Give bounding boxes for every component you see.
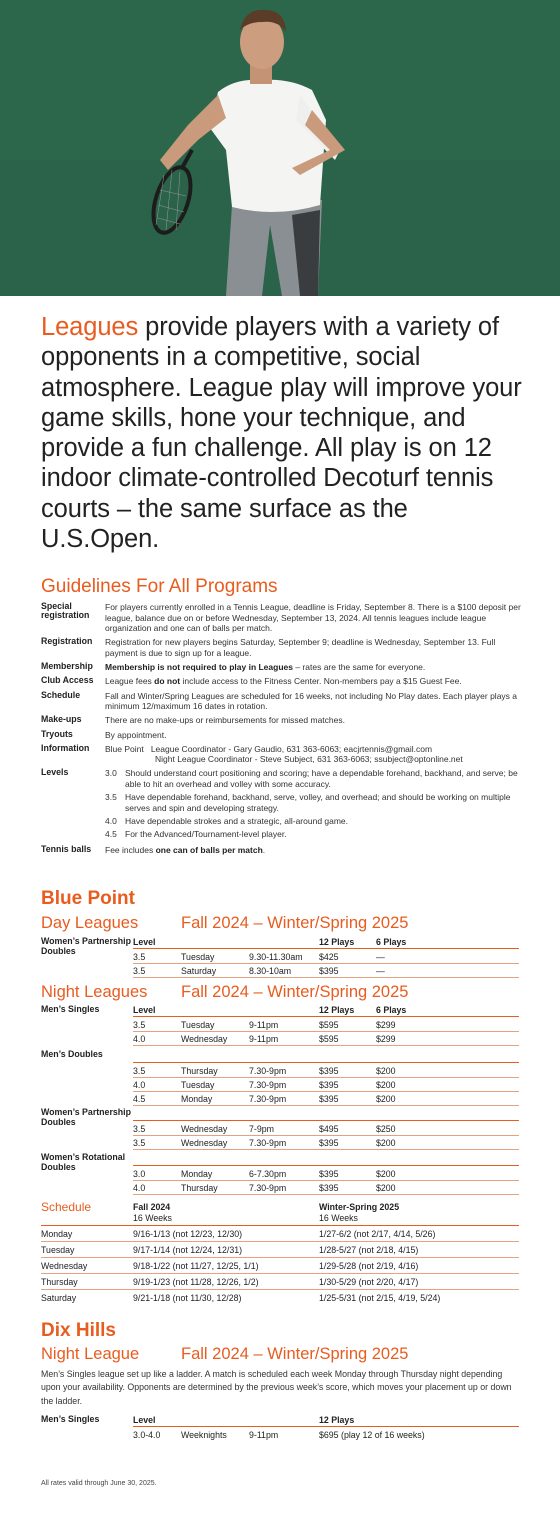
guideline-text xyxy=(105,676,521,687)
cell-12-plays: $395 xyxy=(319,1183,339,1193)
tennis-player-illustration xyxy=(0,0,560,296)
header-rule xyxy=(133,1016,519,1017)
guideline-bold: Membership is not required to play in Leagues xyxy=(105,662,293,673)
cell-level: 3.0-4.0 xyxy=(133,1430,161,1440)
col-level: Level xyxy=(133,1005,156,1015)
guidelines-list xyxy=(41,602,521,859)
guideline-text xyxy=(105,662,521,673)
cell-level: 4.0 xyxy=(133,1034,146,1044)
dix-table xyxy=(41,1415,519,1445)
cell-day: Tuesday xyxy=(41,1245,75,1255)
guideline-label: Registration xyxy=(41,636,93,647)
cell-level: 3.5 xyxy=(133,1124,146,1134)
schedule-row xyxy=(41,1242,519,1258)
intro-paragraph xyxy=(41,312,523,554)
guideline-label: Information xyxy=(41,742,90,753)
group-label: Men’s Doubles xyxy=(41,1049,103,1059)
level-number: 4.5 xyxy=(105,828,117,839)
cell-6-plays: $200 xyxy=(376,1169,396,1179)
cell-12-plays: $425 xyxy=(319,952,339,962)
cell-6-plays: $250 xyxy=(376,1124,396,1134)
level-number: 3.5 xyxy=(105,792,117,803)
cell-level: 4.0 xyxy=(133,1183,146,1193)
table-row xyxy=(133,1018,519,1032)
guideline-pre: Fee includes xyxy=(105,845,156,856)
guideline-text xyxy=(105,744,521,765)
level-item xyxy=(105,829,521,840)
guideline-text: By appointment. xyxy=(105,729,167,740)
guideline-label: Tennis balls xyxy=(41,844,92,855)
cell-12-plays: $595 xyxy=(319,1034,339,1044)
cell-6-plays: — xyxy=(376,952,385,962)
winter-spring-weeks: 16 Weeks xyxy=(319,1213,358,1223)
guideline-makeups xyxy=(41,715,521,726)
info-line-2: Night League Coordinator - Steve Subject, 631 363-6063; ssubject@optonline.net xyxy=(155,754,463,765)
table-row xyxy=(133,1064,519,1078)
guideline-text: Fall and Winter/Spring Leagues are scheduled for 16 weeks, not including No Play dates. Each player plays a minimum 12/maximum 16 dates in rotation. xyxy=(105,690,518,712)
cell-12-plays: $695 (play 12 of 16 weeks) xyxy=(319,1430,425,1440)
level-text: Have dependable forehand, backhand, serve, volley, and overhead; and should be working on multiple serves and spin and developing strategy. xyxy=(125,792,511,813)
cell-day: Thursday xyxy=(181,1066,218,1076)
group-label: Women’s Partnership Doubles xyxy=(41,936,131,956)
schedule-row xyxy=(41,1258,519,1274)
cell-12-plays: $395 xyxy=(319,1169,339,1179)
level-text: Should understand court positioning and scoring; have a dependable forehand, backhand, and serve; be able to hit an overhead and volley with some accuracy. xyxy=(125,768,518,790)
cell-level: 3.0 xyxy=(133,1169,146,1179)
cell-6-plays: $200 xyxy=(376,1094,396,1104)
cell-12-plays: $395 xyxy=(319,1080,339,1090)
cell-fall: 9/16-1/13 (not 12/23, 12/30) xyxy=(133,1229,243,1239)
night-leagues-table xyxy=(41,1005,519,1195)
cell-fall: 9/18-1/22 (not 11/27, 12/25, 1/1) xyxy=(133,1261,259,1271)
cell-day: Monday xyxy=(181,1094,213,1104)
cell-winter-spring: 1/30-5/29 (not 2/20, 4/17) xyxy=(319,1277,419,1287)
cell-time: 8.30-10am xyxy=(249,966,292,976)
guideline-label: Schedule xyxy=(41,689,81,700)
cell-time: 7.30-9pm xyxy=(249,1094,287,1104)
table-header xyxy=(41,1005,519,1016)
fall-weeks: 16 Weeks xyxy=(133,1213,172,1223)
col-6-plays: 6 Plays xyxy=(376,1005,407,1015)
level-item xyxy=(105,792,521,813)
cell-12-plays: $395 xyxy=(319,1066,339,1076)
cell-fall: 9/19-1/23 (not 11/28, 12/26, 1/2) xyxy=(133,1277,259,1287)
group-label: Women’s Rotational Doubles xyxy=(41,1152,126,1172)
guideline-registration xyxy=(41,637,521,658)
guidelines-title: Guidelines For All Programs xyxy=(41,576,278,597)
cell-day: Thursday xyxy=(41,1277,78,1287)
guideline-text: Registration for new players begins Saturday, September 9; deadline is Wednesday, September 13. Full payment is due to sign up for a league. xyxy=(105,637,496,658)
cell-6-plays: $200 xyxy=(376,1080,396,1090)
col-12-plays: 12 Plays xyxy=(319,937,355,947)
intro-accent: Leagues xyxy=(41,313,139,341)
header-rule xyxy=(133,1426,519,1427)
cell-day: Weeknights xyxy=(181,1430,227,1440)
schedule-row xyxy=(41,1226,519,1242)
cell-day: Thursday xyxy=(181,1183,218,1193)
cell-time: 7.30-9pm xyxy=(249,1183,287,1193)
group-rule xyxy=(133,1120,519,1121)
cell-12-plays: $395 xyxy=(319,1138,339,1148)
cell-6-plays: $200 xyxy=(376,1138,396,1148)
col-level: Level xyxy=(133,937,156,947)
info-line-1: Blue Point League Coordinator - Gary Gaudio, 631 363-6063; eacjrtennis@gmail.com xyxy=(105,743,433,754)
schedule-row xyxy=(41,1274,519,1290)
cell-time: 9-11pm xyxy=(249,1020,279,1030)
dix-season-title: Fall 2024 – Winter/Spring 2025 xyxy=(181,1345,409,1363)
cell-level: 4.5 xyxy=(133,1094,146,1104)
level-number: 3.0 xyxy=(105,768,117,779)
cell-level: 3.5 xyxy=(133,1020,146,1030)
guideline-text: There are no make-ups or reimbursements for missed matches. xyxy=(105,715,345,726)
schedule-row xyxy=(41,1290,519,1306)
cell-level: 4.0 xyxy=(133,1080,146,1090)
cell-6-plays: $299 xyxy=(376,1020,396,1030)
dix-hills-title: Dix Hills xyxy=(41,1320,116,1341)
cell-time: 7.30-9pm xyxy=(249,1066,287,1076)
col-12-plays: 12 Plays xyxy=(319,1005,355,1015)
cell-6-plays: $299 xyxy=(376,1034,396,1044)
dix-night-league-title: Night League xyxy=(41,1345,140,1363)
cell-6-plays: $200 xyxy=(376,1183,396,1193)
hero-photo xyxy=(0,0,560,296)
cell-time: 7.30-9pm xyxy=(249,1080,287,1090)
cell-time: 7.30-9pm xyxy=(249,1138,287,1148)
table-row xyxy=(133,1181,519,1195)
cell-winter-spring: 1/28-5/27 (not 2/18, 4/15) xyxy=(319,1245,419,1255)
table-row xyxy=(133,950,519,964)
group-rule xyxy=(133,1165,519,1166)
night-season-title: Fall 2024 – Winter/Spring 2025 xyxy=(181,983,409,1001)
cell-day: Wednesday xyxy=(181,1124,228,1134)
table-row xyxy=(133,1078,519,1092)
cell-12-plays: $395 xyxy=(319,1094,339,1104)
guideline-special xyxy=(41,602,521,634)
day-leagues-title: Day Leagues xyxy=(41,914,139,932)
guideline-label: Special registration xyxy=(41,601,90,621)
cell-day: Monday xyxy=(41,1229,73,1239)
guideline-rest: – rates are the same for everyone. xyxy=(292,662,426,673)
cell-6-plays: $200 xyxy=(376,1066,396,1076)
cell-day: Tuesday xyxy=(181,952,215,962)
cell-day: Wednesday xyxy=(181,1138,228,1148)
levels-list xyxy=(105,768,521,841)
guideline-label: Make-ups xyxy=(41,714,82,725)
table-row xyxy=(133,1167,519,1181)
guideline-rest: . xyxy=(262,845,266,856)
cell-12-plays: $595 xyxy=(319,1020,339,1030)
guideline-label: Tryouts xyxy=(41,728,73,739)
level-text: Have dependable strokes and a strategic, all-around game. xyxy=(125,815,349,826)
level-item xyxy=(105,816,521,827)
cell-winter-spring: 1/29-5/28 (not 2/19, 4/16) xyxy=(319,1261,419,1271)
table-row xyxy=(133,1092,519,1106)
cell-day: Saturday xyxy=(181,966,217,976)
col-12-plays: 12 Plays xyxy=(319,1415,355,1425)
cell-day: Monday xyxy=(181,1169,213,1179)
guideline-pre: League fees xyxy=(105,676,155,687)
guideline-text xyxy=(105,845,521,856)
cell-fall: 9/17-1/14 (not 12/24, 12/31) xyxy=(133,1245,243,1255)
guideline-tryouts xyxy=(41,730,521,741)
table-row xyxy=(133,1032,519,1046)
guideline-label: Membership xyxy=(41,661,93,672)
schedule-table xyxy=(41,1200,519,1310)
table-row xyxy=(133,1122,519,1136)
guideline-label: Levels xyxy=(41,767,69,778)
footer-note: All rates valid through June 30, 2025. xyxy=(41,1480,157,1487)
level-text: For the Advanced/Tournament-level player. xyxy=(125,828,287,839)
cell-12-plays: $495 xyxy=(319,1124,339,1134)
table-header xyxy=(41,1415,519,1426)
guideline-schedule xyxy=(41,691,521,712)
cell-time: 7-9pm xyxy=(249,1124,274,1134)
level-number: 4.0 xyxy=(105,815,117,826)
guideline-rest: include access to the Fitness Center. Non-members pay a $15 Guest Fee. xyxy=(180,676,462,687)
group-label: Men’s Singles xyxy=(41,1414,100,1424)
cell-level: 3.5 xyxy=(133,952,146,962)
cell-time: 6-7.30pm xyxy=(249,1169,287,1179)
group-label: Men’s Singles xyxy=(41,1004,100,1014)
guideline-bold: do not xyxy=(154,676,181,687)
col-6-plays: 6 Plays xyxy=(376,937,407,947)
guideline-label: Club Access xyxy=(41,675,94,686)
cell-time: 9-11pm xyxy=(249,1430,279,1440)
cell-winter-spring: 1/25-5/31 (not 2/15, 4/19, 5/24) xyxy=(319,1293,441,1303)
col-level: Level xyxy=(133,1415,156,1425)
group-rule xyxy=(133,1062,519,1063)
cell-level: 3.5 xyxy=(133,966,146,976)
guideline-club-access xyxy=(41,676,521,687)
guideline-membership xyxy=(41,662,521,673)
level-item xyxy=(105,768,521,789)
cell-day: Saturday xyxy=(41,1293,77,1303)
guideline-text: For players currently enrolled in a Tennis League, deadline is Friday, September 8. There is a $100 deposit per league, balance due on or before Wednesday, September 13, 2024. All tennis leagues include league organization and one can of balls per match. xyxy=(105,602,521,634)
cell-time: 9-11pm xyxy=(249,1034,279,1044)
cell-level: 3.5 xyxy=(133,1066,146,1076)
table-row xyxy=(133,1428,519,1442)
cell-time: 9.30-11.30am xyxy=(249,952,303,962)
guideline-tennis-balls xyxy=(41,845,521,856)
intro-text: provide players with a variety of opponents in a competitive, social atmosphere. League play will improve your game skills, hone your technique, and provide a fun challenge. All play is on 12 indoor climate-controlled Decoturf tennis courts – the same surface as the U.S.Open. xyxy=(41,313,522,554)
cell-day: Tuesday xyxy=(181,1080,215,1090)
guideline-information xyxy=(41,744,521,765)
cell-level: 3.5 xyxy=(133,1138,146,1148)
day-leagues-table xyxy=(41,937,519,979)
cell-day: Wednesday xyxy=(41,1261,88,1271)
table-row xyxy=(133,964,519,978)
schedule-title: Schedule xyxy=(41,1200,92,1214)
fall-title: Fall 2024 xyxy=(133,1202,171,1212)
group-label: Women’s Partnership Doubles xyxy=(41,1107,131,1127)
winter-spring-title: Winter-Spring 2025 xyxy=(319,1202,400,1212)
cell-fall: 9/21-1/18 (not 11/30, 12/28) xyxy=(133,1293,242,1303)
cell-winter-spring: 1/27-6/2 (not 2/17, 4/14, 5/26) xyxy=(319,1229,436,1239)
header-rule xyxy=(133,948,519,949)
cell-6-plays: — xyxy=(376,966,385,976)
blue-point-title: Blue Point xyxy=(41,888,135,909)
cell-day: Tuesday xyxy=(181,1020,215,1030)
guideline-levels xyxy=(41,768,521,841)
guideline-bold: one can of balls per match xyxy=(155,845,263,856)
cell-day: Wednesday xyxy=(181,1034,228,1044)
dix-description: Men’s Singles league set up like a ladder. A match is scheduled each week Monday through Thursday night depending upon your availability. Opponents are determined by the previous week’s score, which moves your placement up or down the ladder. xyxy=(41,1369,512,1406)
day-season-title: Fall 2024 – Winter/Spring 2025 xyxy=(181,914,409,932)
night-leagues-title: Night Leagues xyxy=(41,983,148,1001)
cell-12-plays: $395 xyxy=(319,966,339,976)
table-row xyxy=(133,1136,519,1150)
